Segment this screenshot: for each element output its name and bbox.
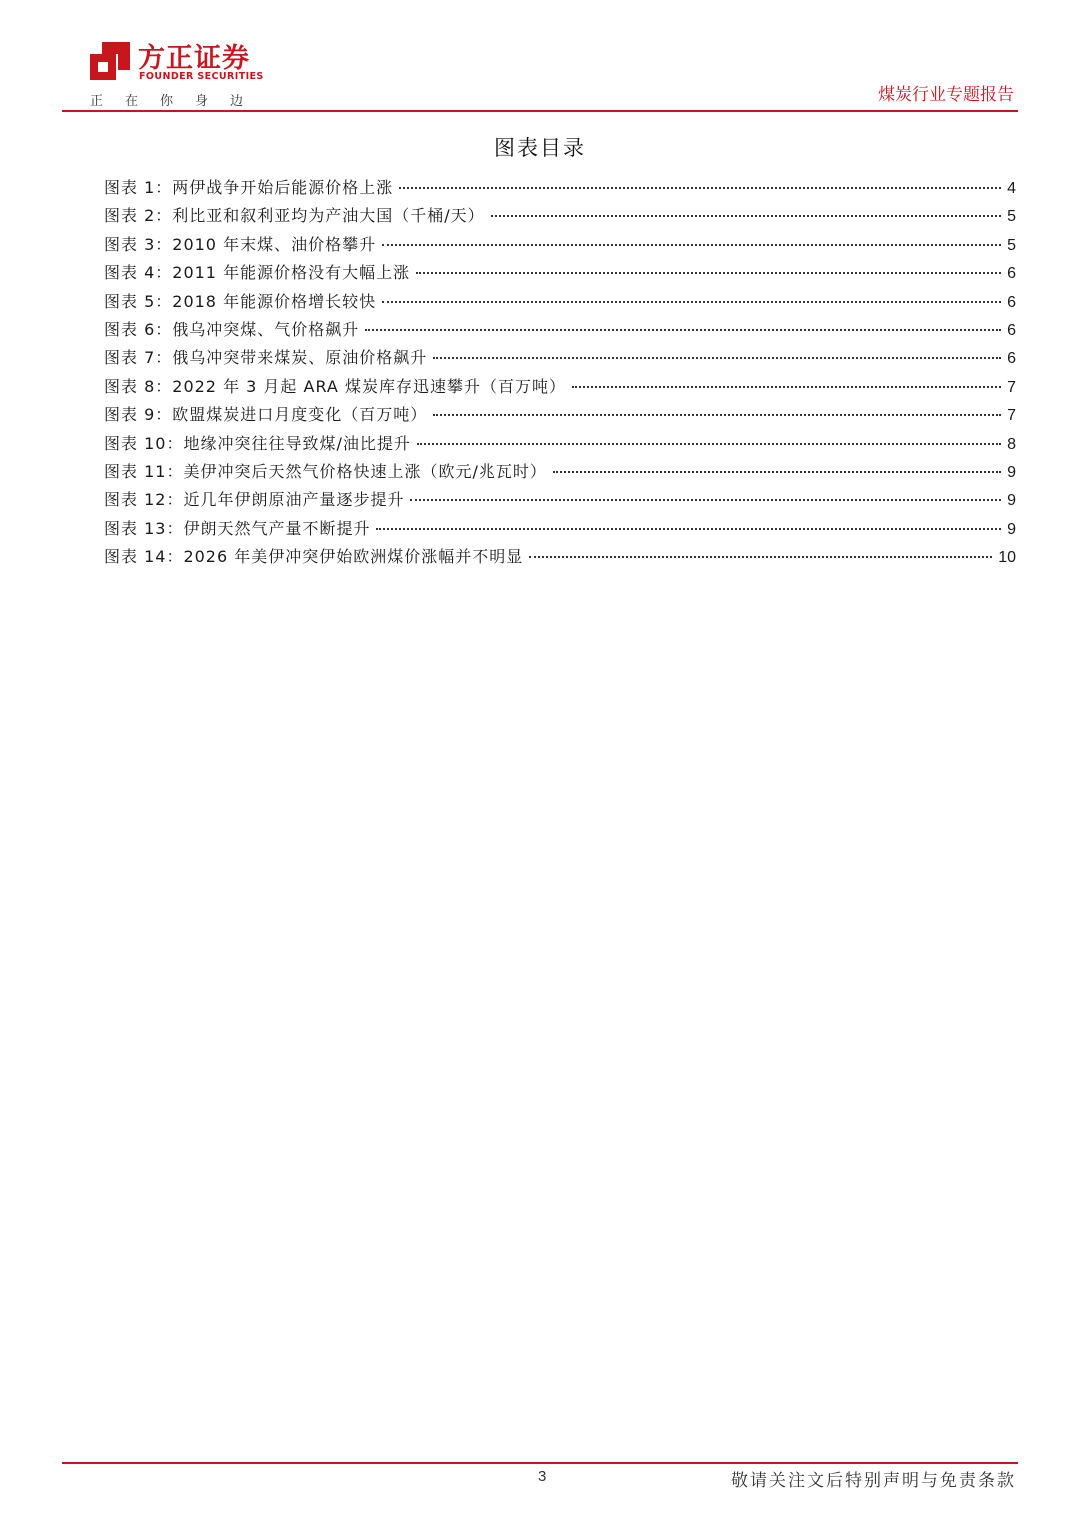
toc-dot-leader bbox=[365, 329, 1001, 331]
toc-entry-label: 图表 3：2010 年末煤、油价格攀升 bbox=[104, 234, 377, 254]
logo-name-en: FOUNDER SECURITIES bbox=[139, 71, 264, 82]
toc-entry[interactable] bbox=[104, 486, 1016, 514]
toc-entry[interactable] bbox=[104, 316, 1016, 344]
toc-entry-page: 8 bbox=[1007, 435, 1016, 453]
toc-list bbox=[104, 174, 1016, 571]
logo-name-cn: 方正证券 bbox=[138, 43, 250, 74]
toc-entry-page: 5 bbox=[1007, 208, 1016, 226]
toc-entry[interactable] bbox=[104, 543, 1016, 571]
toc-entry[interactable] bbox=[104, 458, 1016, 486]
report-type: 煤炭行业专题报告 bbox=[878, 85, 1014, 105]
toc-entry[interactable] bbox=[104, 373, 1016, 401]
page-number: 3 bbox=[538, 1468, 547, 1485]
toc-entry-page: 6 bbox=[1007, 321, 1016, 339]
toc-entry-label: 图表 5：2018 年能源价格增长较快 bbox=[104, 291, 377, 311]
toc-entry-label: 图表 2：利比亚和叙利亚均为产油大国（千桶/天） bbox=[104, 206, 485, 226]
toc-dot-leader bbox=[410, 499, 1001, 501]
toc-entry-page: 4 bbox=[1007, 180, 1016, 197]
toc-entry-page: 10 bbox=[998, 549, 1016, 567]
toc-dot-leader bbox=[376, 528, 1001, 530]
toc-entry-page: 9 bbox=[1007, 463, 1016, 481]
toc-entry-page: 9 bbox=[1007, 492, 1016, 510]
toc-entry-page: 7 bbox=[1007, 407, 1016, 425]
toc-entry[interactable] bbox=[104, 515, 1016, 543]
toc-entry-page: 5 bbox=[1007, 236, 1016, 254]
toc-dot-leader bbox=[529, 556, 992, 558]
footer-disclaimer: 敬请关注文后特别声明与免责条款 bbox=[731, 1471, 1016, 1491]
toc-entry-label: 图表 6：俄乌冲突煤、气价格飙升 bbox=[104, 319, 360, 339]
toc-entry-page: 6 bbox=[1007, 350, 1016, 368]
toc-dot-leader bbox=[572, 386, 1001, 388]
toc-dot-leader bbox=[553, 471, 1001, 473]
toc-entry[interactable] bbox=[104, 401, 1016, 429]
toc-entry[interactable] bbox=[104, 202, 1016, 230]
toc-entry-label: 图表 4：2011 年能源价格没有大幅上涨 bbox=[104, 263, 411, 283]
toc-dot-leader bbox=[399, 187, 1001, 189]
toc-entry-page: 9 bbox=[1007, 520, 1016, 538]
toc-entry-label: 图表 12：近几年伊朗原油产量逐步提升 bbox=[104, 490, 405, 510]
toc-entry-label: 图表 8：2022 年 3 月起 ARA 煤炭库存迅速攀升（百万吨） bbox=[104, 376, 566, 396]
toc-entry[interactable] bbox=[104, 259, 1016, 287]
founder-logo-icon bbox=[88, 40, 132, 82]
toc-dot-leader bbox=[382, 244, 1001, 246]
footer-divider bbox=[62, 1462, 1018, 1464]
toc-entry-label: 图表 13：伊朗天然气产量不断提升 bbox=[104, 518, 371, 538]
toc-entry-label: 图表 7：俄乌冲突带来煤炭、原油价格飙升 bbox=[104, 348, 428, 368]
toc-entry[interactable] bbox=[104, 231, 1016, 259]
toc-entry[interactable] bbox=[104, 174, 1016, 202]
toc-entry[interactable] bbox=[104, 344, 1016, 372]
toc-entry-page: 6 bbox=[1007, 265, 1016, 283]
toc-dot-leader bbox=[382, 301, 1001, 303]
toc-dot-leader bbox=[433, 414, 1001, 416]
toc-dot-leader bbox=[417, 443, 1001, 445]
toc-entry-label: 图表 10：地缘冲突往往导致煤/油比提升 bbox=[104, 433, 411, 453]
toc-entry-page: 6 bbox=[1007, 293, 1016, 311]
toc-dot-leader bbox=[491, 215, 1001, 217]
toc-entry-label: 图表 9：欧盟煤炭进口月度变化（百万吨） bbox=[104, 405, 428, 425]
toc-entry[interactable] bbox=[104, 430, 1016, 458]
page-header bbox=[62, 36, 1018, 110]
toc-entry-label: 图表 1：两伊战争开始后能源价格上涨 bbox=[104, 178, 394, 197]
header-divider bbox=[62, 110, 1018, 112]
toc-entry-label: 图表 11：美伊冲突后天然气价格快速上涨（欧元/兆瓦时） bbox=[104, 461, 547, 481]
toc-title: 图表目录 bbox=[494, 136, 586, 160]
toc-entry-label: 图表 14：2026 年美伊冲突伊始欧洲煤价涨幅并不明显 bbox=[104, 547, 524, 567]
toc-entry-page: 7 bbox=[1007, 378, 1016, 396]
toc-entry[interactable] bbox=[104, 288, 1016, 316]
toc-dot-leader bbox=[416, 272, 1001, 274]
logo-slogan: 正在你身边 bbox=[90, 94, 266, 109]
toc-dot-leader bbox=[433, 357, 1001, 359]
